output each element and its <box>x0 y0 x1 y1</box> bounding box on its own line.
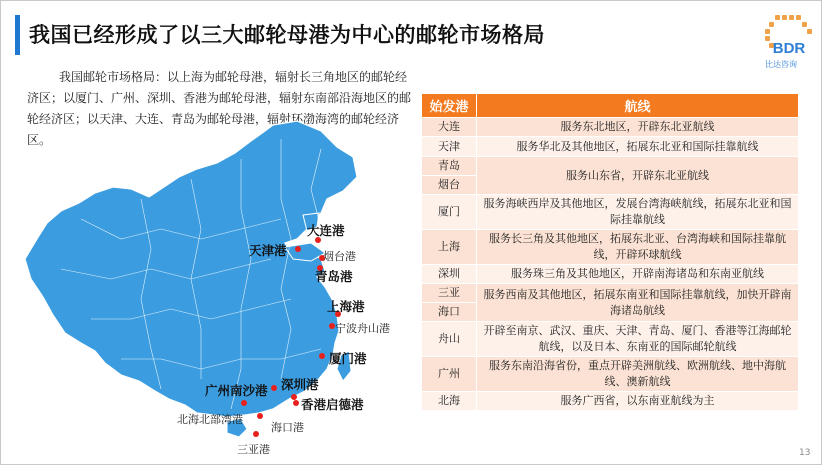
port-dot-hongkong <box>293 400 299 406</box>
route-cell: 服务西南及其他地区，拓展东南亚和国际挂靠航线，加快开辟南海诸岛航线 <box>477 284 799 322</box>
page-title: 我国已经形成了以三大邮轮母港为中心的邮轮市场格局 <box>29 23 545 47</box>
table-row <box>422 284 799 303</box>
port-cell: 海口 <box>422 303 477 322</box>
logo-text: BDR <box>772 40 806 57</box>
table-header-row <box>422 94 799 118</box>
table-row <box>422 137 799 157</box>
city-label-beihai: 北海北部湾港 <box>177 413 243 426</box>
table-row <box>422 157 799 176</box>
port-cell: 广州 <box>422 357 477 392</box>
table-row <box>422 392 799 411</box>
city-label-xiamen: 厦门港 <box>329 351 367 366</box>
port-cell: 厦门 <box>422 195 477 230</box>
route-cell: 服务珠三角及其他地区，开辟南海诸岛和东南亚航线 <box>477 265 799 284</box>
port-dot-xiamen <box>319 353 325 359</box>
table-row <box>422 195 799 230</box>
logo-subtitle: 比达咨询 <box>765 60 797 69</box>
city-label-ningbo: 宁波舟山港 <box>335 322 390 335</box>
table-row <box>422 322 799 357</box>
city-label-guangzhou: 广州南沙港 <box>205 383 268 398</box>
port-dot-haikou <box>257 413 263 419</box>
route-cell: 服务长三角及其他地区，拓展东北亚、台湾海峡和国际挂靠航线，开辟环球航线 <box>477 230 799 265</box>
port-dot-beihai <box>241 400 247 406</box>
city-label-shenzhen: 深圳港 <box>281 377 319 392</box>
route-cell: 服务东南沿海省份，重点开辟美洲航线、欧洲航线、地中海航线、澳新航线 <box>477 357 799 392</box>
port-cell: 上海 <box>422 230 477 265</box>
header-port: 始发港 <box>422 94 477 118</box>
city-label-sanya: 三亚港 <box>237 443 270 456</box>
port-cell: 三亚 <box>422 284 477 303</box>
table-row <box>422 230 799 265</box>
description-paragraph: 我国邮轮市场格局：以上海为邮轮母港，辐射长三角地区的邮轮经济区；以厦门、广州、深圳、香港为邮轮母港，辐射东南部沿海地区的邮轮经济区；以天津、大连、青岛为邮轮母港，辐射环渤海湾的邮轮经济区。 <box>27 70 412 147</box>
port-cell: 天津 <box>422 137 477 157</box>
city-label-shanghai: 上海港 <box>327 299 365 314</box>
city-label-dalian: 大连港 <box>307 223 345 238</box>
port-dot-sanya <box>253 431 259 437</box>
mainland-shape <box>25 121 357 417</box>
port-cell: 北海 <box>422 392 477 411</box>
city-label-tianjin: 天津港 <box>249 243 287 258</box>
port-dot-guangzhou <box>271 385 277 391</box>
route-cell: 服务东北地区，开辟东北亚航线 <box>477 118 799 137</box>
port-cell: 大连 <box>422 118 477 137</box>
city-label-haikou: 海口港 <box>271 421 304 434</box>
table-row <box>422 357 799 392</box>
header-route: 航线 <box>477 94 799 118</box>
page-number: 13 <box>799 448 811 458</box>
table-row <box>422 118 799 137</box>
table-row <box>422 265 799 284</box>
routes-table <box>421 93 799 411</box>
route-cell: 服务海峡西岸及其他地区，发展台湾海峡航线，拓展东北亚和国际挂靠航线 <box>477 195 799 230</box>
port-cell: 烟台 <box>422 176 477 195</box>
route-cell: 服务华北及其他地区，拓展东北亚和国际挂靠航线 <box>477 137 799 157</box>
route-cell: 开辟至南京、武汉、重庆、天津、青岛、厦门、香港等江海邮轮航线，以及日本、东南亚的国际邮轮航线 <box>477 322 799 357</box>
port-cell: 青岛 <box>422 157 477 176</box>
port-cell: 深圳 <box>422 265 477 284</box>
port-cell: 舟山 <box>422 322 477 357</box>
city-label-yantai: 烟台港 <box>323 250 356 263</box>
city-label-hongkong: 香港启德港 <box>301 397 364 412</box>
route-cell: 服务广西省，以东南亚航线为主 <box>477 392 799 411</box>
title-accent-bar <box>15 15 20 55</box>
port-dot-tianjin <box>295 246 301 252</box>
city-label-qingdao: 青岛港 <box>315 269 353 284</box>
route-cell: 服务山东省，开辟东北亚航线 <box>477 157 799 195</box>
